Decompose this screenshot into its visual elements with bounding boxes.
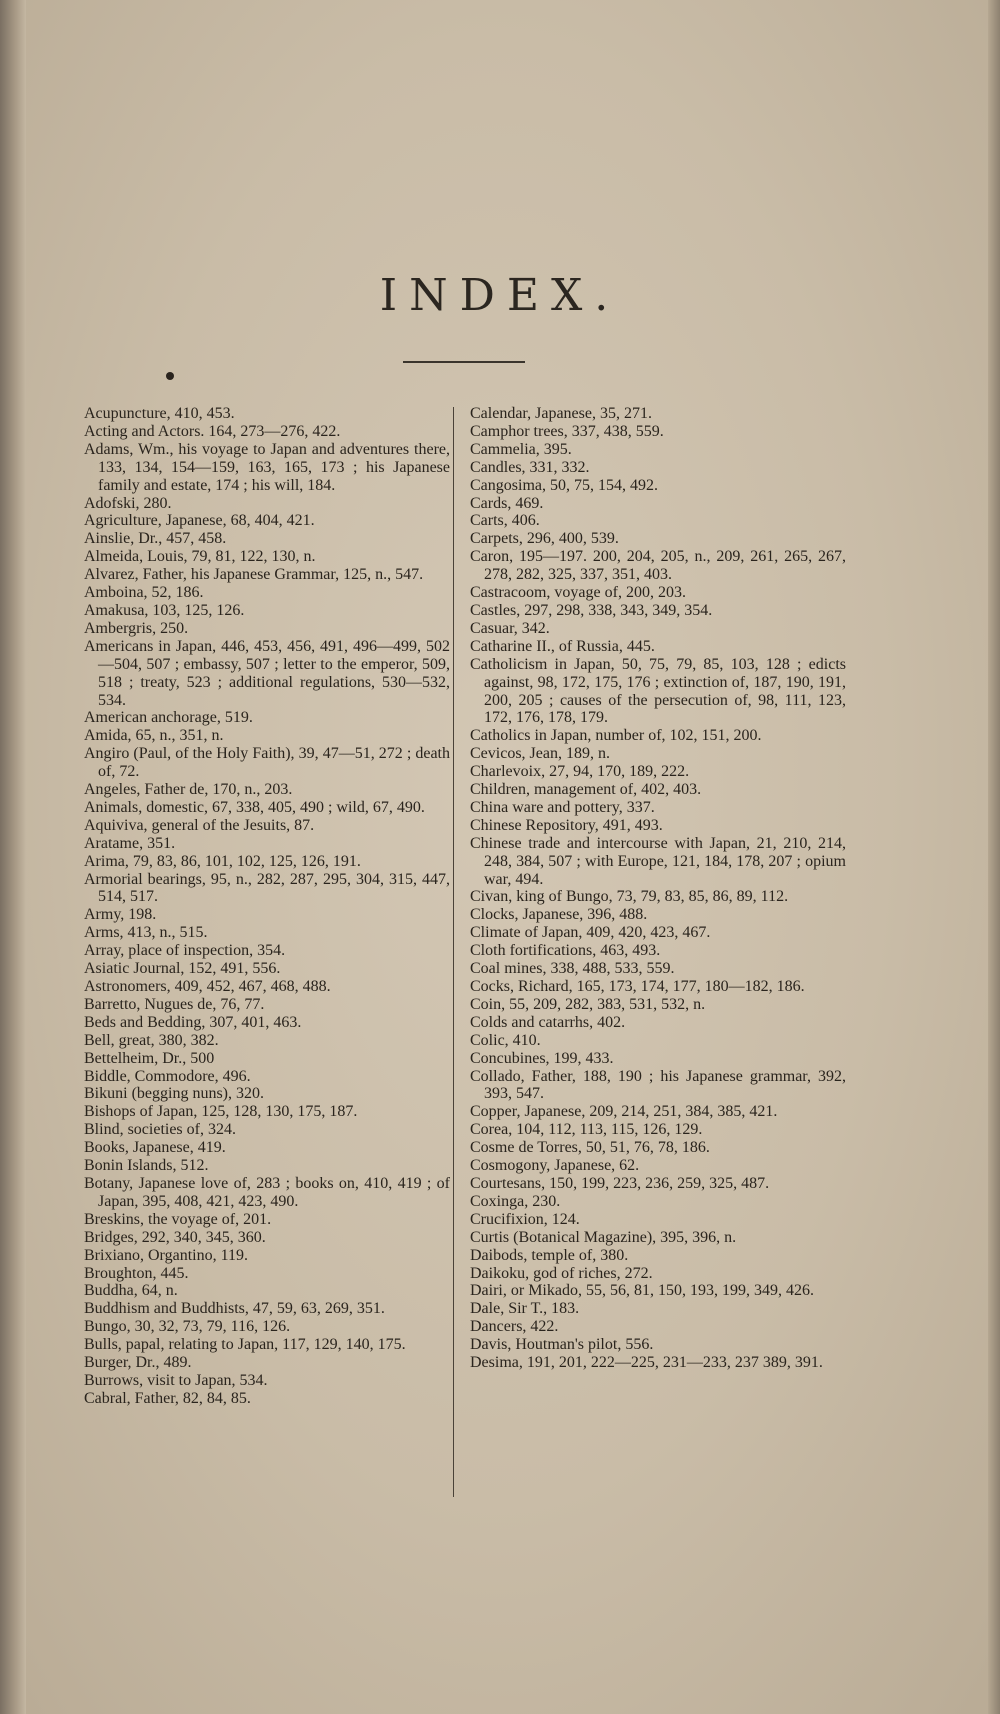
index-entry: Bettelheim, Dr., 500: [84, 1049, 215, 1067]
index-entry: Dale, Sir T., 183.: [470, 1300, 580, 1318]
index-entry: Cosme de Torres, 50, 51, 76, 78, 186.: [470, 1139, 710, 1157]
index-entry: Almeida, Louis, 79, 81, 122, 130, n.: [84, 548, 316, 566]
index-entry: Aratame, 351.: [84, 834, 176, 852]
index-entry: Bungo, 30, 32, 73, 79, 116, 126.: [84, 1318, 291, 1336]
index-entry: China ware and pottery, 337.: [470, 798, 655, 816]
index-entry: Climate of Japan, 409, 420, 423, 467.: [470, 924, 711, 942]
index-entry: Bikuni (begging nuns), 320.: [84, 1085, 264, 1103]
index-entry: Cosmogony, Japanese, 62.: [470, 1157, 640, 1175]
index-entry: Burger, Dr., 489.: [84, 1354, 192, 1372]
index-entry: Bell, great, 380, 382.: [84, 1031, 219, 1049]
index-entry: Calendar, Japanese, 35, 271.: [470, 405, 652, 422]
index-entry: Civan, king of Bungo, 73, 79, 83, 85, 86, 89, 112.: [470, 888, 789, 906]
index-entry: Agriculture, Japanese, 68, 404, 421.: [84, 512, 315, 530]
index-entry: Carpets, 296, 400, 539.: [470, 530, 619, 548]
index-entry: Daibods, temple of, 380.: [470, 1246, 629, 1264]
index-entry: Astronomers, 409, 452, 467, 468, 488.: [84, 978, 331, 995]
index-entry: Botany, Japanese love of, 283 ; books on, 410, 419 ; of Japan, 395, 408, 421, 423, 490.: [84, 1174, 450, 1210]
index-entry: Asiatic Journal, 152, 491, 556.: [84, 960, 281, 978]
index-entry: Armorial bearings, 95, n., 282, 287, 295, 304, 315, 447, 514, 517.: [84, 870, 450, 906]
index-entry: Brixiano, Organtino, 119.: [84, 1246, 248, 1264]
book-gutter: [0, 0, 26, 1714]
index-entry: Blind, societies of, 324.: [84, 1121, 236, 1139]
index-entry: Collado, Father, 188, 190 ; his Japanese grammar, 392, 393, 547.: [470, 1067, 846, 1103]
index-entry: Animals, domestic, 67, 338, 405, 490 ; wild, 67, 490.: [84, 798, 425, 816]
index-entry: Dancers, 422.: [470, 1318, 559, 1336]
index-entry: Acupuncture, 410, 453.: [84, 405, 235, 422]
index-entry: Curtis (Botanical Magazine), 395, 396, n.: [470, 1228, 737, 1246]
index-entry: Angiro (Paul, of the Holy Faith), 39, 47—51, 272 ; death of, 72.: [84, 745, 450, 781]
index-entry: Charlevoix, 27, 94, 170, 189, 222.: [470, 763, 690, 781]
index-entry: Candles, 331, 332.: [470, 458, 590, 476]
index-entry: Camphor trees, 337, 438, 559.: [470, 422, 664, 440]
index-entry: Barretto, Nugues de, 76, 77.: [84, 995, 265, 1013]
index-entry: Castles, 297, 298, 338, 343, 349, 354.: [470, 601, 713, 619]
index-entry: Concubines, 199, 433.: [470, 1049, 614, 1067]
index-entry: Arms, 413, n., 515.: [84, 924, 208, 942]
index-entry: Beds and Bedding, 307, 401, 463.: [84, 1013, 302, 1031]
index-entry: Arima, 79, 83, 86, 101, 102, 125, 126, 191.: [84, 852, 361, 870]
ink-spot: [166, 372, 174, 380]
index-entry: Colds and catarrhs, 402.: [470, 1013, 626, 1031]
index-entry: Buddhism and Buddhists, 47, 59, 63, 269, 351.: [84, 1300, 385, 1318]
index-entry: Dairi, or Mikado, 55, 56, 81, 150, 193, 199, 349, 426.: [470, 1282, 814, 1300]
index-entry: Americans in Japan, 446, 453, 456, 491, 496—499, 502—504, 507 ; embassy, 507 ; letter to the emperor, 509, 518 ; treaty, 523 ; additional regulations, 530—532, 534.: [84, 637, 450, 709]
index-entry: Coal mines, 338, 488, 533, 559.: [470, 960, 675, 978]
title-rule: [403, 361, 525, 363]
index-entry: Davis, Houtman's pilot, 556.: [470, 1336, 654, 1354]
index-entry: Catholicism in Japan, 50, 75, 79, 85, 103, 128 ; edicts against, 98, 172, 175, 176 ; extinction of, 187, 190, 191, 200, 205 ; causes of the persecution of, 98, 111, 123, 172, 176, 178, 179.: [470, 655, 846, 727]
index-entry: Clocks, Japanese, 396, 488.: [470, 906, 648, 924]
index-entry: Books, Japanese, 419.: [84, 1139, 226, 1157]
index-left-column: [84, 405, 450, 1408]
index-entry: Amakusa, 103, 125, 126.: [84, 601, 245, 619]
index-entry: Crucifixion, 124.: [470, 1210, 580, 1228]
index-entry: Biddle, Commodore, 496.: [84, 1067, 251, 1085]
index-entry: Amida, 65, n., 351, n.: [84, 727, 224, 745]
index-title: INDEX.: [379, 270, 621, 321]
column-divider: [453, 407, 454, 1497]
index-entry: Cards, 469.: [470, 494, 544, 512]
index-entry: Cevicos, Jean, 189, n.: [470, 745, 610, 763]
index-entry: Broughton, 445.: [84, 1264, 189, 1282]
index-entry: Cabral, Father, 82, 84, 85.: [84, 1389, 251, 1407]
index-entry: Acting and Actors. 164, 273—276, 422.: [84, 422, 341, 440]
index-entry: Alvarez, Father, his Japanese Grammar, 125, n., 547.: [84, 566, 424, 584]
index-entry: Cammelia, 395.: [470, 440, 572, 458]
index-entry: Carts, 406.: [470, 512, 540, 530]
index-entry: Burrows, visit to Japan, 534.: [84, 1371, 268, 1389]
index-entry: Desima, 191, 201, 222—225, 231—233, 237 389, 391.: [470, 1354, 823, 1372]
index-entry: Coxinga, 230.: [470, 1192, 561, 1210]
index-entry: Chinese trade and intercourse with Japan, 21, 210, 214, 248, 384, 507 ; with Europe, 121, 184, 178, 207 ; opium war, 494.: [470, 834, 846, 888]
index-entry: Chinese Repository, 491, 493.: [470, 816, 663, 834]
index-entry: Bonin Islands, 512.: [84, 1157, 209, 1175]
index-entry: Angeles, Father de, 170, n., 203.: [84, 781, 293, 799]
index-entry: Array, place of inspection, 354.: [84, 942, 286, 960]
index-entry: Bulls, papal, relating to Japan, 117, 129, 140, 175.: [84, 1336, 406, 1354]
index-entry: Amboina, 52, 186.: [84, 584, 204, 602]
index-entry: Ambergris, 250.: [84, 619, 189, 637]
index-entry: American anchorage, 519.: [84, 709, 253, 727]
index-entry: Coin, 55, 209, 282, 383, 531, 532, n.: [470, 995, 706, 1013]
index-entry: Casuar, 342.: [470, 619, 550, 637]
index-entry: Children, management of, 402, 403.: [470, 781, 702, 799]
index-entry: Daikoku, god of riches, 272.: [470, 1264, 653, 1282]
index-entry: Cloth fortifications, 463, 493.: [470, 942, 661, 960]
index-entry: Army, 198.: [84, 906, 157, 924]
index-entry: Courtesans, 150, 199, 223, 236, 259, 325, 487.: [470, 1174, 770, 1192]
index-entry: Caron, 195—197. 200, 204, 205, n., 209, 261, 265, 267, 278, 282, 325, 337, 351, 403.: [470, 548, 846, 584]
index-entry: Catharine II., of Russia, 445.: [470, 637, 655, 655]
index-entry: Ainslie, Dr., 457, 458.: [84, 530, 227, 548]
index-entry: Adams, Wm., his voyage to Japan and adventures there, 133, 134, 154—159, 163, 165, 173 ; his Japanese family and estate, 174 ; his will, 184.: [84, 440, 450, 494]
index-entry: Cangosima, 50, 75, 154, 492.: [470, 476, 658, 494]
index-entry: Corea, 104, 112, 113, 115, 126, 129.: [470, 1121, 703, 1139]
index-entry: Copper, Japanese, 209, 214, 251, 384, 385, 421.: [470, 1103, 778, 1121]
index-entry: Aquiviva, general of the Jesuits, 87.: [84, 816, 315, 834]
index-entry: Bridges, 292, 340, 345, 360.: [84, 1228, 266, 1246]
index-right-column: [470, 405, 846, 1372]
index-entry: Colic, 410.: [470, 1031, 541, 1049]
index-entry: Adofski, 280.: [84, 494, 172, 512]
index-entry: Buddha, 64, n.: [84, 1282, 178, 1300]
page-edge: [988, 0, 1000, 1714]
index-entry: Breskins, the voyage of, 201.: [84, 1210, 272, 1228]
index-entry: Cocks, Richard, 165, 173, 174, 177, 180—182, 186.: [470, 978, 805, 995]
index-entry: Castracoom, voyage of, 200, 203.: [470, 584, 686, 602]
index-entry: Bishops of Japan, 125, 128, 130, 175, 187.: [84, 1103, 358, 1121]
index-entry: Catholics in Japan, number of, 102, 151, 200.: [470, 727, 762, 745]
